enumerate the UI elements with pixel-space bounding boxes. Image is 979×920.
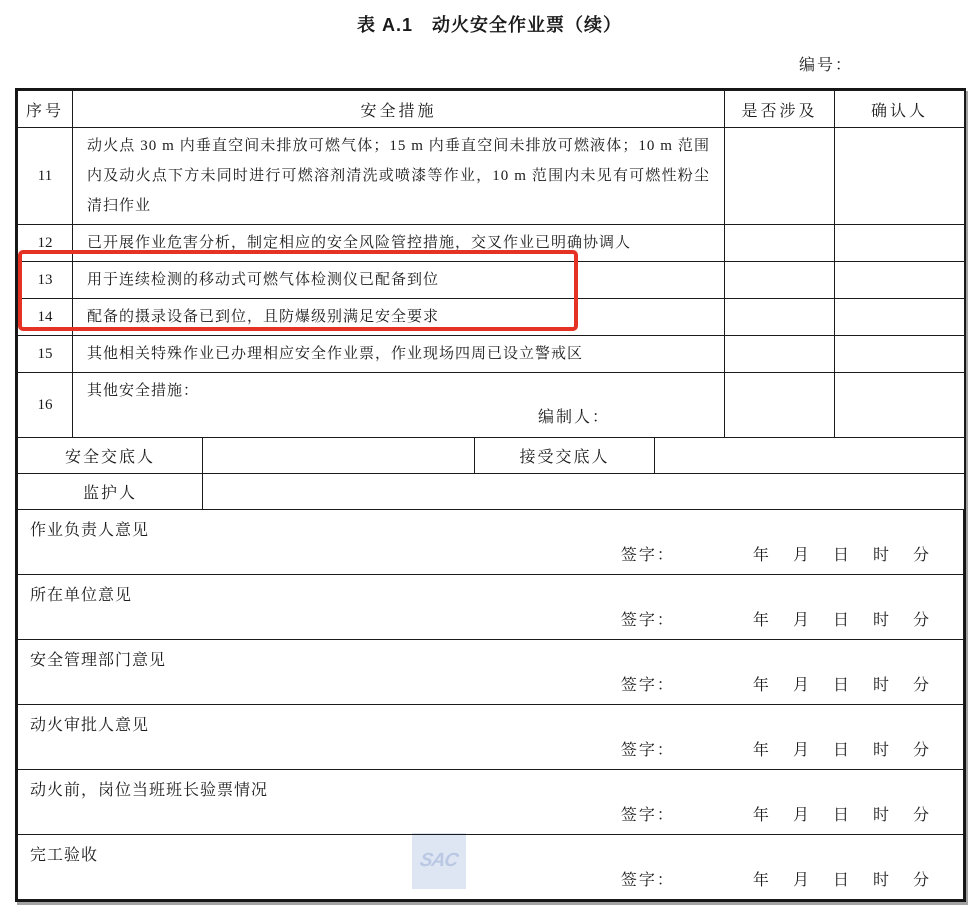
signature-label: 签字： xyxy=(620,742,675,759)
header-no: 序号 xyxy=(18,91,73,128)
row-involved-cell xyxy=(725,128,835,225)
header-measure: 安全措施 xyxy=(73,91,725,128)
compiler-label: 编制人： xyxy=(537,409,610,426)
row-measure: 其他相关特殊作业已办理相应安全作业票，作业现场四周已设立警戒区 xyxy=(87,346,584,362)
signature-line xyxy=(30,802,929,825)
signature-line xyxy=(30,867,929,890)
date-unit-hour: 时 xyxy=(872,742,889,759)
personnel-table xyxy=(17,437,965,510)
briefing-receiver-label: 接受交底人 xyxy=(475,438,655,474)
section-label: 作业负责人意见 xyxy=(30,522,150,539)
row-no: 13 xyxy=(18,262,73,299)
signature-line xyxy=(30,737,929,760)
date-unit-minute: 分 xyxy=(912,677,929,694)
row-measure: 已开展作业危害分析，制定相应的安全风险管控措施，交叉作业已明确协调人 xyxy=(87,235,632,251)
date-unit-day: 日 xyxy=(832,547,849,564)
row-confirmer-cell xyxy=(835,336,965,373)
table-header-row xyxy=(18,91,965,128)
briefing-row xyxy=(18,438,965,474)
signature-label: 签字： xyxy=(620,872,675,889)
permit-table xyxy=(15,88,966,902)
date-unit-month: 月 xyxy=(792,547,809,564)
row-measure: 其他安全措施： xyxy=(87,383,200,399)
date-unit-hour: 时 xyxy=(872,872,889,889)
row-no: 12 xyxy=(18,225,73,262)
table-row xyxy=(18,128,965,225)
signoff-row xyxy=(18,510,964,575)
row-no: 11 xyxy=(18,128,73,225)
header-involved: 是否涉及 xyxy=(725,91,835,128)
signoff-row xyxy=(18,705,964,770)
date-unit-hour: 时 xyxy=(872,677,889,694)
date-unit-minute: 分 xyxy=(912,742,929,759)
date-unit-year: 年 xyxy=(752,872,769,889)
row-confirmer-cell xyxy=(835,373,965,438)
briefing-giver-value-cell xyxy=(203,438,475,474)
signature-label: 签字： xyxy=(620,547,675,564)
signature-line xyxy=(30,672,929,695)
row-confirmer-cell xyxy=(835,299,965,336)
row-confirmer-cell xyxy=(835,128,965,225)
row-measure: 动火点 30 m 内垂直空间未排放可燃气体；15 m 内垂直空间未排放可燃液体；10 m 范围内及动火点下方未同时进行可燃溶剂清洗或喷漆等作业，10 m 范围内未见有可燃性粉尘清扫作业 xyxy=(87,138,710,214)
header-confirmer: 确认人 xyxy=(835,91,965,128)
date-unit-day: 日 xyxy=(832,612,849,629)
section-label: 安全管理部门意见 xyxy=(30,652,167,669)
section-label: 动火审批人意见 xyxy=(30,717,150,734)
sac-watermark-text: SAC xyxy=(418,850,460,871)
signature-line xyxy=(30,607,929,630)
date-unit-day: 日 xyxy=(832,807,849,824)
guardian-row xyxy=(18,474,965,510)
row-measure: 用于连续检测的移动式可燃气体检测仪已配备到位 xyxy=(87,272,440,288)
briefing-giver-label: 安全交底人 xyxy=(18,438,203,474)
table-row xyxy=(18,373,965,438)
date-unit-month: 月 xyxy=(792,807,809,824)
signoff-table xyxy=(17,509,964,900)
date-unit-day: 日 xyxy=(832,742,849,759)
date-unit-month: 月 xyxy=(792,677,809,694)
row-no: 15 xyxy=(18,336,73,373)
date-unit-month: 月 xyxy=(792,612,809,629)
row-involved-cell xyxy=(725,336,835,373)
table-row xyxy=(18,225,965,262)
safety-measures-table xyxy=(17,90,965,438)
section-label: 动火前，岗位当班班长验票情况 xyxy=(30,782,269,799)
row-involved-cell xyxy=(725,225,835,262)
date-unit-year: 年 xyxy=(752,677,769,694)
guardian-label: 监护人 xyxy=(18,474,203,510)
serial-number-label: 编号： xyxy=(799,57,854,74)
table-row xyxy=(18,336,965,373)
date-unit-month: 月 xyxy=(792,872,809,889)
date-unit-minute: 分 xyxy=(912,612,929,629)
section-label: 所在单位意见 xyxy=(30,587,133,604)
signature-label: 签字： xyxy=(620,807,675,824)
signoff-row xyxy=(18,770,964,835)
date-unit-minute: 分 xyxy=(912,547,929,564)
date-unit-hour: 时 xyxy=(872,612,889,629)
row-involved-cell xyxy=(725,299,835,336)
signature-label: 签字： xyxy=(620,677,675,694)
date-unit-year: 年 xyxy=(752,547,769,564)
row-confirmer-cell xyxy=(835,262,965,299)
guardian-value-cell xyxy=(203,474,965,510)
page-title: 表 A.1 动火安全作业票（续） xyxy=(356,15,622,35)
date-unit-month: 月 xyxy=(792,742,809,759)
signoff-row xyxy=(18,640,964,705)
row-no: 16 xyxy=(18,373,73,438)
date-unit-day: 日 xyxy=(832,677,849,694)
signature-line xyxy=(30,542,929,565)
signature-label: 签字： xyxy=(620,612,675,629)
date-unit-minute: 分 xyxy=(912,807,929,824)
briefing-receiver-value-cell xyxy=(655,438,965,474)
row-confirmer-cell xyxy=(835,225,965,262)
row-no: 14 xyxy=(18,299,73,336)
table-row-highlighted xyxy=(18,262,965,299)
row-measure: 配备的摄录设备已到位，且防爆级别满足安全要求 xyxy=(87,309,440,325)
signoff-row xyxy=(18,835,964,900)
row-involved-cell xyxy=(725,373,835,438)
date-unit-hour: 时 xyxy=(872,547,889,564)
date-unit-year: 年 xyxy=(752,612,769,629)
date-unit-year: 年 xyxy=(752,807,769,824)
signoff-row xyxy=(18,575,964,640)
section-label: 完工验收 xyxy=(30,847,99,864)
date-unit-day: 日 xyxy=(832,872,849,889)
date-unit-minute: 分 xyxy=(912,872,929,889)
date-unit-hour: 时 xyxy=(872,807,889,824)
date-unit-year: 年 xyxy=(752,742,769,759)
row-involved-cell xyxy=(725,262,835,299)
table-row-highlighted xyxy=(18,299,965,336)
